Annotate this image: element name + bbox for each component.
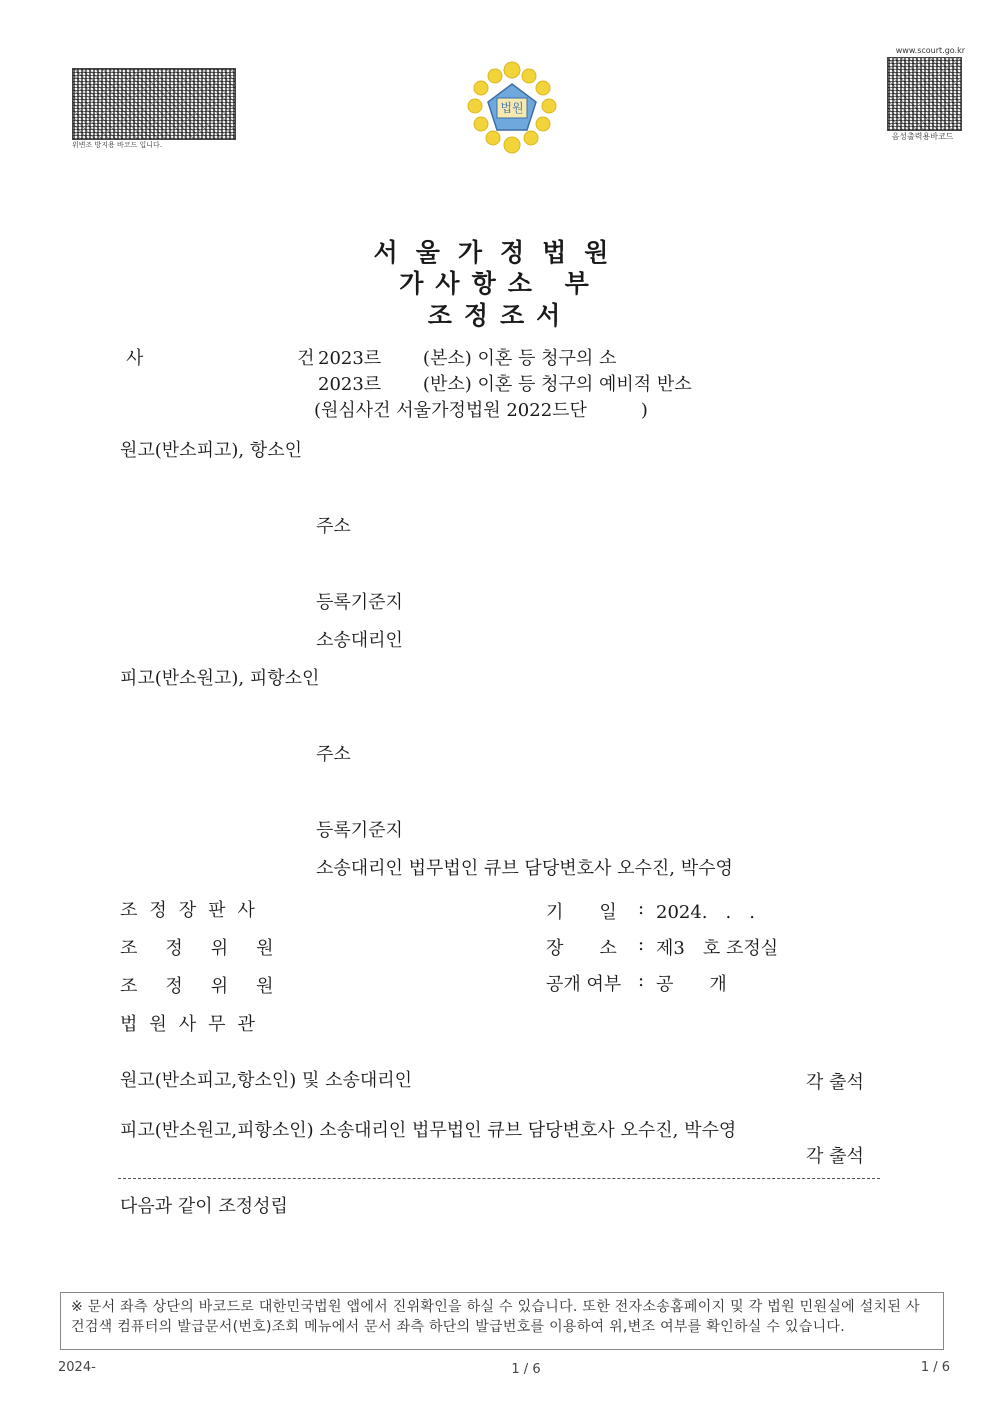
case-line-2: 2023르 (반소) 이혼 등 청구의 예비적 반소: [318, 374, 692, 395]
mediation-member-2-label: 조정위원: [120, 976, 302, 997]
session-public-label: 공개 여부: [546, 974, 622, 995]
document-type: 조정조서: [427, 301, 573, 330]
issue-number: 2024-: [58, 1360, 96, 1375]
court-url: www.scourt.go.kr: [895, 46, 965, 55]
session-date-label: 기 일: [546, 902, 617, 923]
mediation-member-1-label: 조정위원: [120, 938, 302, 959]
session-public-colon: :: [638, 970, 645, 991]
court-name: 서울가정법원: [373, 238, 627, 267]
session-date-value: 2024. . .: [656, 902, 755, 923]
session-place-colon: :: [638, 934, 645, 955]
voice-output-barcode: [887, 57, 962, 131]
division-name: 가사항소 부: [399, 269, 601, 298]
session-place-value: 제3 호 조정실: [656, 938, 779, 959]
defendant-label: 피고(반소원고), 피항소인: [120, 668, 320, 689]
page-number-right: 1 / 6: [920, 1360, 950, 1375]
defendant-registry-label: 등록기준지: [316, 820, 403, 841]
attendance-plaintiff: 원고(반소피고,항소인) 및 소송대리인: [120, 1070, 413, 1091]
section-divider: [118, 1178, 880, 1179]
case-label: [126, 344, 389, 370]
plaintiff-attorney-label: 소송대리인: [316, 630, 403, 651]
court-seal-text: 법원: [500, 101, 524, 115]
court-clerk-label: 법원사무관: [120, 1014, 267, 1035]
mediation-judge-label: 조정장판사: [120, 900, 267, 921]
mediation-result: 다음과 같이 조정성립: [120, 1196, 288, 1217]
attendance-defendant: 피고(반소원고,피항소인) 소송대리인 법무법인 큐브 담당변호사 오수진, 박수영: [120, 1120, 737, 1141]
case-line-1: 2023르 (본소) 이혼 등 청구의 소: [318, 348, 617, 369]
voice-output-barcode-caption: 음성출력용바코드: [891, 132, 954, 141]
plaintiff-label: 원고(반소피고), 항소인: [120, 440, 302, 461]
plaintiff-registry-label: 등록기준지: [316, 592, 403, 613]
plaintiff-address-label: 주소: [316, 516, 351, 537]
authenticity-barcode-caption: 위변조 방지용 바코드 입니다.: [72, 141, 163, 149]
case-label-text: 사 건: [126, 348, 389, 369]
verification-notice: ※ 문서 좌측 상단의 바코드로 대한민국법원 앱에서 진위확인을 하실 수 있습니다. 또한 전자소송홈페이지 및 각 법원 민원실에 설치된 사건검색 컴퓨터의 발급문서(번호)조회 메뉴에서 문서 좌측 하단의 발급번호를 이용하여 위,변조 여부를 확인하실 수 있습니다.: [60, 1292, 944, 1350]
session-public-value: 공 개: [656, 974, 727, 995]
case-line-3: (원심사건 서울가정법원 2022드단 ): [314, 400, 648, 421]
defendant-address-label: 주소: [316, 744, 351, 765]
authenticity-barcode: [72, 68, 236, 140]
attendance-plaintiff-status: 각 출석: [806, 1072, 864, 1093]
court-seal-emblem: [463, 60, 561, 156]
session-date-colon: :: [638, 898, 645, 919]
attendance-defendant-status: 각 출석: [806, 1146, 864, 1167]
session-place-label: 장 소: [546, 938, 617, 959]
defendant-attorney: 소송대리인 법무법인 큐브 담당변호사 오수진, 박수영: [316, 858, 733, 879]
page-number-center: 1 / 6: [511, 1362, 541, 1377]
